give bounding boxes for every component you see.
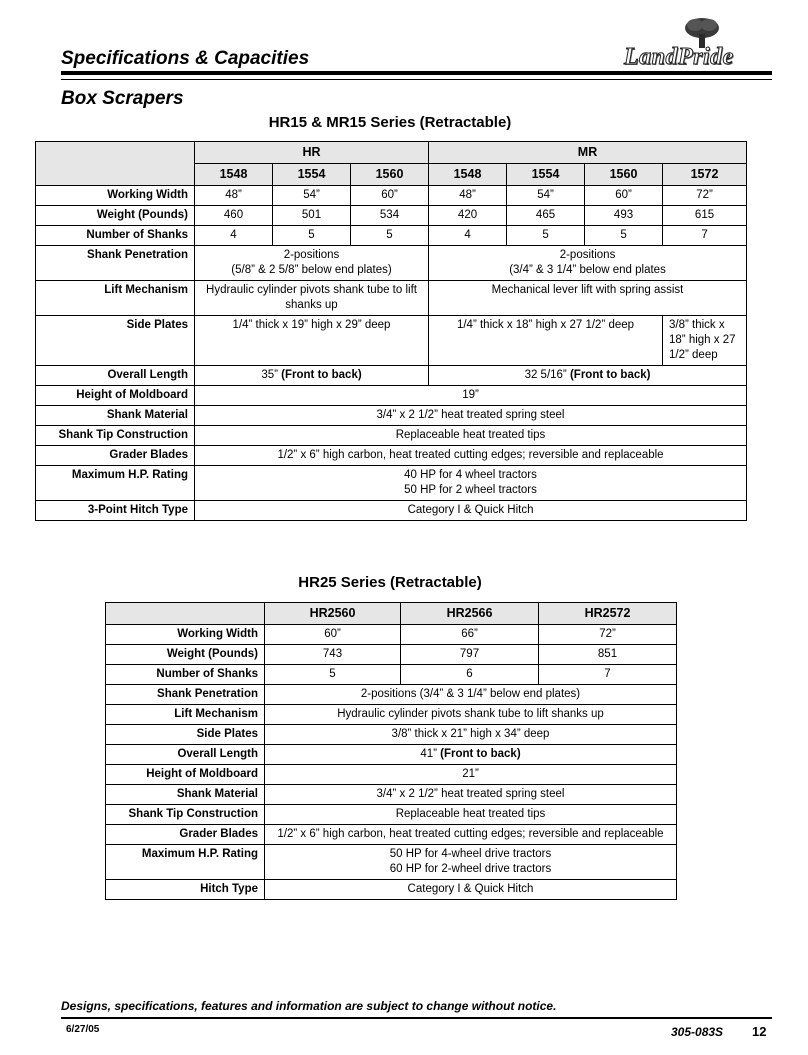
row-label: Hitch Type — [106, 880, 265, 900]
table-cell: 3/8” thick x 18” high x 27 1/2” deep — [663, 316, 747, 366]
row-label: Lift Mechanism — [106, 705, 265, 725]
row-label: Shank Material — [106, 785, 265, 805]
table-cell: 21” — [265, 765, 677, 785]
length-suffix: (Front to back) — [569, 369, 651, 381]
table-cell: Category I & Quick Hitch — [265, 880, 677, 900]
table-cell: 54” — [273, 186, 351, 206]
logo-wordmark: LandPride — [624, 44, 734, 70]
row-label: Weight (Pounds) — [106, 645, 265, 665]
length-value: 32 5/16” — [524, 369, 567, 381]
table-row — [36, 246, 747, 281]
row-label: Shank Tip Construction — [36, 426, 195, 446]
table-cell: 60” — [351, 186, 429, 206]
model-header: 1548 — [195, 164, 273, 186]
cell-line: 50 HP for 2 wheel tractors — [404, 484, 537, 496]
table-cell — [265, 745, 677, 765]
table2-title: HR25 Series (Retractable) — [298, 574, 482, 591]
table-cell — [265, 845, 677, 880]
table-row — [36, 186, 747, 206]
cell-line: (3/4” & 3 1/4” below end plates — [509, 264, 666, 276]
table-row — [36, 366, 747, 386]
row-label: Height of Moldboard — [106, 765, 265, 785]
row-label: Height of Moldboard — [36, 386, 195, 406]
table-row — [106, 625, 677, 645]
table-row — [36, 466, 747, 501]
header-corner — [106, 603, 265, 625]
table-cell: 1/2” x 6” high carbon, heat treated cutting edges; reversible and replaceable — [195, 446, 747, 466]
row-label: Maximum H.P. Rating — [36, 466, 195, 501]
model-header: 1554 — [273, 164, 351, 186]
table-row — [106, 805, 677, 825]
footer-rule — [61, 1017, 772, 1019]
table-row — [106, 765, 677, 785]
row-label: Shank Penetration — [36, 246, 195, 281]
table-row — [36, 406, 747, 426]
row-label: Shank Material — [36, 406, 195, 426]
row-label: Shank Tip Construction — [106, 805, 265, 825]
row-label: Shank Penetration — [106, 685, 265, 705]
table-cell: 72” — [539, 625, 677, 645]
row-label: Weight (Pounds) — [36, 206, 195, 226]
table-cell: 534 — [351, 206, 429, 226]
table-cell: 851 — [539, 645, 677, 665]
table-cell: 5 — [351, 226, 429, 246]
table-row — [106, 603, 677, 625]
table-row — [36, 501, 747, 521]
model-header: HR2560 — [265, 603, 401, 625]
row-label: Number of Shanks — [106, 665, 265, 685]
length-value: 35” — [261, 369, 278, 381]
table-row — [106, 825, 677, 845]
model-header: HR2572 — [539, 603, 677, 625]
row-label: Side Plates — [106, 725, 265, 745]
table-cell: 1/4” thick x 18” high x 27 1/2” deep — [429, 316, 663, 366]
table-cell: 460 — [195, 206, 273, 226]
row-label: Maximum H.P. Rating — [106, 845, 265, 880]
table-cell — [195, 466, 747, 501]
table-cell: 1/2” x 6” high carbon, heat treated cutting edges; reversible and replaceable — [265, 825, 677, 845]
model-header: 1554 — [507, 164, 585, 186]
document-number: 305-083S — [671, 1025, 724, 1039]
length-suffix: (Front to back) — [281, 369, 362, 381]
table-cell: 48” — [429, 186, 507, 206]
table-cell: 54” — [507, 186, 585, 206]
table-cell: 6 — [401, 665, 539, 685]
table-cell: 4 — [429, 226, 507, 246]
table-cell — [429, 366, 747, 386]
table1-title: HR15 & MR15 Series (Retractable) — [268, 114, 512, 131]
table-cell: 2-positions (3/4” & 3 1/4” below end plates) — [265, 685, 677, 705]
table-cell: 19” — [195, 386, 747, 406]
table-row — [36, 316, 747, 366]
table-row — [36, 226, 747, 246]
section-title: Box Scrapers — [61, 88, 184, 109]
disclaimer-note: Designs, specifications, features and information are subject to change without notice. — [61, 999, 557, 1013]
table-cell: Hydraulic cylinder pivots shank tube to lift shanks up — [195, 281, 429, 316]
row-label: Overall Length — [36, 366, 195, 386]
table-cell: 465 — [507, 206, 585, 226]
model-header: 1560 — [351, 164, 429, 186]
cell-line: 50 HP for 4-wheel drive tractors — [389, 848, 552, 860]
row-label: Grader Blades — [106, 825, 265, 845]
table-cell: 5 — [585, 226, 663, 246]
row-label: Overall Length — [106, 745, 265, 765]
table-cell: 48” — [195, 186, 273, 206]
table-cell: 3/4” x 2 1/2” heat treated spring steel — [265, 785, 677, 805]
table-cell: 4 — [195, 226, 273, 246]
table-cell: 7 — [539, 665, 677, 685]
model-header: 1572 — [663, 164, 747, 186]
group-header-mr: MR — [429, 142, 747, 164]
table-cell: Hydraulic cylinder pivots shank tube to lift shanks up — [265, 705, 677, 725]
table-row — [106, 645, 677, 665]
cell-line: 2-positions — [283, 249, 340, 261]
row-label: Working Width — [106, 625, 265, 645]
table-row — [36, 446, 747, 466]
table-row — [106, 665, 677, 685]
table-cell: 3/8” thick x 21” high x 34” deep — [265, 725, 677, 745]
cell-line: 60 HP for 2-wheel drive tractors — [389, 863, 552, 875]
table-cell: 66” — [401, 625, 539, 645]
cell-line: 40 HP for 4 wheel tractors — [404, 469, 537, 481]
table-cell: 501 — [273, 206, 351, 226]
table-row — [106, 685, 677, 705]
table-row — [36, 386, 747, 406]
row-label: Working Width — [36, 186, 195, 206]
table-row — [106, 880, 677, 900]
model-header: HR2566 — [401, 603, 539, 625]
table-cell: Mechanical lever lift with spring assist — [429, 281, 747, 316]
table-cell: 5 — [507, 226, 585, 246]
row-label: Number of Shanks — [36, 226, 195, 246]
table-cell: 420 — [429, 206, 507, 226]
table-cell: 60” — [585, 186, 663, 206]
table-cell — [195, 246, 429, 281]
page-title: Specifications & Capacities — [61, 48, 310, 69]
table-cell: 5 — [273, 226, 351, 246]
table-cell: 72” — [663, 186, 747, 206]
table-cell: 493 — [585, 206, 663, 226]
table-cell: Category I & Quick Hitch — [195, 501, 747, 521]
table-row — [106, 745, 677, 765]
header-rule-thin — [61, 79, 772, 80]
table-row — [36, 281, 747, 316]
table-cell: 3/4” x 2 1/2” heat treated spring steel — [195, 406, 747, 426]
table-row — [36, 206, 747, 226]
model-header: 1548 — [429, 164, 507, 186]
table-row — [106, 705, 677, 725]
table-cell — [429, 246, 747, 281]
table-row — [36, 142, 747, 164]
header-corner — [36, 142, 195, 186]
table-cell — [195, 366, 429, 386]
hr25-spec-table — [105, 602, 677, 900]
table-cell: 797 — [401, 645, 539, 665]
cell-line: (5/8” & 2 5/8” below end plates) — [231, 264, 392, 276]
table-cell: 615 — [663, 206, 747, 226]
table-cell: Replaceable heat treated tips — [195, 426, 747, 446]
cell-line: 2-positions — [559, 249, 616, 261]
table-row — [36, 426, 747, 446]
model-header: 1560 — [585, 164, 663, 186]
hr15-mr15-spec-table — [35, 141, 747, 521]
footer-date: 6/27/05 — [66, 1024, 100, 1035]
table-cell: 743 — [265, 645, 401, 665]
table-row — [106, 845, 677, 880]
land-pride-logo — [622, 16, 774, 72]
table-cell: 1/4” thick x 19” high x 29” deep — [195, 316, 429, 366]
page-number: 12 — [752, 1024, 767, 1039]
table-cell: 7 — [663, 226, 747, 246]
table-cell: 60” — [265, 625, 401, 645]
group-header-hr: HR — [195, 142, 429, 164]
length-suffix: (Front to back) — [440, 748, 521, 760]
table-row — [106, 785, 677, 805]
table-cell: Replaceable heat treated tips — [265, 805, 677, 825]
row-label: Side Plates — [36, 316, 195, 366]
table-row — [106, 725, 677, 745]
row-label: Lift Mechanism — [36, 281, 195, 316]
length-value: 41” — [420, 748, 437, 760]
table-cell: 5 — [265, 665, 401, 685]
row-label: 3-Point Hitch Type — [36, 501, 195, 521]
row-label: Grader Blades — [36, 446, 195, 466]
